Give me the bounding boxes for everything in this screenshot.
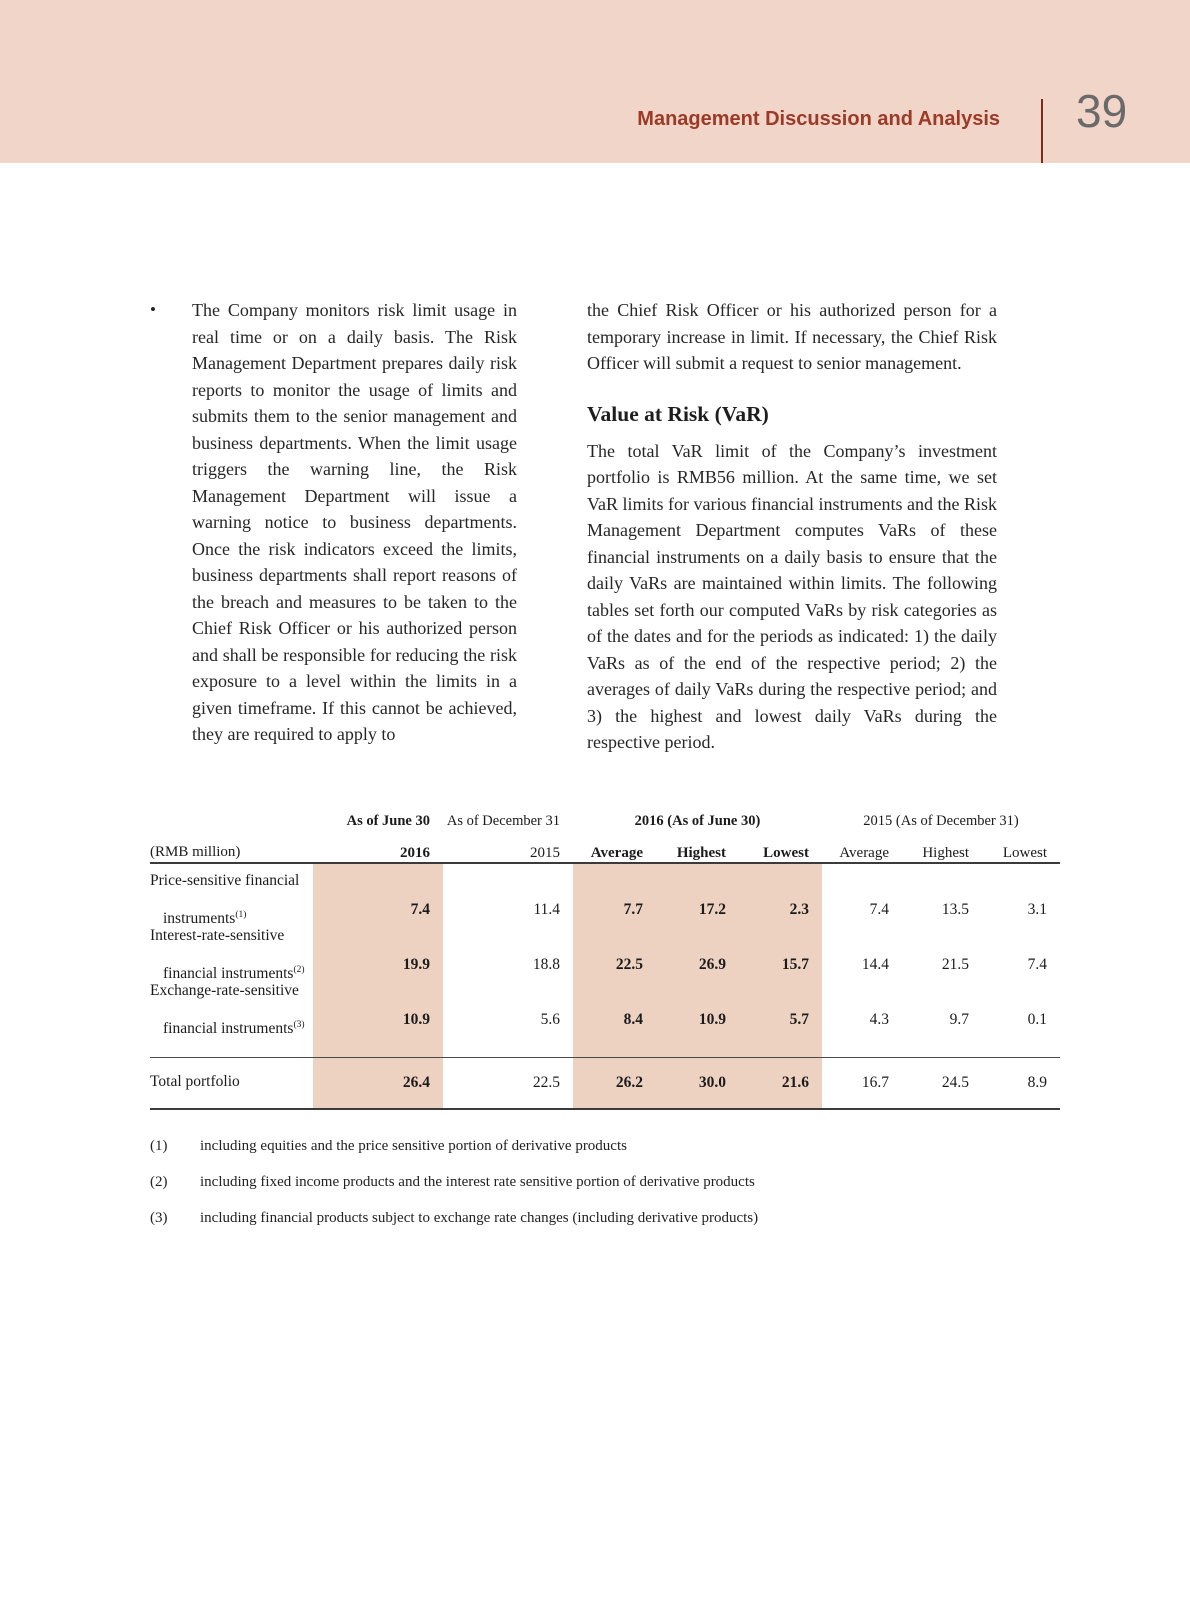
row-label: Interest-rate-sensitive financial instruments$^{(2)}$ xyxy=(150,926,305,982)
row-label: Total portfolio xyxy=(150,1073,240,1090)
left-column xyxy=(150,297,517,756)
var-table xyxy=(150,800,1060,1110)
header-group-2016: 2016 (As of June 30) xyxy=(634,812,761,829)
text-columns xyxy=(150,297,1060,756)
footnote-number: (2) xyxy=(150,1173,168,1190)
footnote xyxy=(150,1208,1060,1229)
header-average-2016: Average xyxy=(590,844,643,861)
cell-value: 7.4 xyxy=(313,864,443,919)
cell-value: 24.5 xyxy=(941,1073,969,1091)
header-lowest-2016: Lowest xyxy=(763,844,809,861)
header-as-of-june: As of June 30 xyxy=(346,812,430,829)
cell-value: 0.1 xyxy=(1027,1010,1047,1028)
cell-value: 14.4 xyxy=(861,955,889,973)
page-number: 39 xyxy=(1076,85,1128,137)
header-group-2015: 2015 (As of December 31) xyxy=(863,812,1019,829)
cell-value: 26.2 xyxy=(573,1058,656,1108)
header-divider xyxy=(1041,99,1043,163)
section-title: Management Discussion and Analysis xyxy=(637,108,1000,130)
var-paragraph: The total VaR limit of the Company’s investment portfolio is RMB56 million. At the same time, we set VaR limits for various financial instruments and the Risk Management Department computes VaRs of these financial instruments on a daily basis to ensure that the daily VaRs are maintained within limits. The following tables set forth our computed VaRs by risk categories as of the dates and for the periods as indicated: 1) the daily VaRs as of the end of the respective period; 2) the averages of daily VaRs during the respective period; and 3) the highest and lowest daily VaRs during the respective period. xyxy=(587,440,997,752)
table-row-price-sensitive xyxy=(150,864,1060,927)
cell-value: 16.7 xyxy=(861,1073,889,1091)
header-as-of-dec: As of December 31 xyxy=(446,812,560,829)
cell-value: 10.9 xyxy=(656,974,739,1029)
cell-value: 18.8 xyxy=(532,955,560,973)
table-row-total-portfolio xyxy=(150,1058,1060,1108)
cell-value: 9.7 xyxy=(949,1010,969,1028)
footnote-text: including equities and the price sensitive portion of derivative products xyxy=(200,1137,627,1154)
footnote-number: (1) xyxy=(150,1137,168,1154)
footnote xyxy=(150,1172,1060,1193)
header-2015: 2015 xyxy=(530,844,560,861)
cell-value: 22.5 xyxy=(573,919,656,974)
table-row-interest-rate-sensitive xyxy=(150,919,1060,982)
table-bottom-rule xyxy=(150,1108,1060,1110)
bullet-icon: • xyxy=(150,300,156,319)
table-row-exchange-rate-sensitive xyxy=(150,974,1060,1037)
header-banner xyxy=(0,0,1190,163)
cell-value: 3.1 xyxy=(1027,900,1047,918)
cell-value: 11.4 xyxy=(533,900,560,918)
header-empty-cell xyxy=(150,800,313,830)
table-header-row-2 xyxy=(150,830,1060,862)
cell-value: 21.6 xyxy=(739,1058,822,1108)
cell-value: 8.9 xyxy=(1027,1073,1047,1091)
cell-value: 19.9 xyxy=(313,919,443,974)
cell-value: 15.7 xyxy=(739,919,822,974)
var-heading: Value at Risk (VaR) xyxy=(587,401,769,426)
footnote-text: including financial products subject to exchange rate changes (including derivative products) xyxy=(200,1209,759,1226)
bullet-list-item xyxy=(150,297,517,748)
cell-value: 5.6 xyxy=(540,1010,560,1028)
footnote xyxy=(150,1136,1060,1157)
cell-value: 13.5 xyxy=(941,900,969,918)
header-highest-2016: Highest xyxy=(676,844,726,861)
header-lowest-2015: Lowest xyxy=(1002,844,1047,861)
cell-value: 8.4 xyxy=(573,974,656,1029)
cell-value: 7.4 xyxy=(869,900,889,918)
cell-value: 7.4 xyxy=(1027,955,1047,973)
cell-value: 10.9 xyxy=(313,974,443,1029)
unit-label: (RMB million) xyxy=(150,843,241,860)
header-highest-2015: Highest xyxy=(922,844,969,861)
footnotes xyxy=(150,1136,1060,1229)
footnote-ref-2: (2) xyxy=(293,964,305,975)
continued-paragraph: the Chief Risk Officer or his authorized person for a temporary increase in limit. If necessary, the Chief Risk Officer will submit a request to senior management. xyxy=(587,300,997,373)
cell-value: 2.3 xyxy=(739,864,822,919)
row-label: Exchange-rate-sensitive financial instruments$^{(3)}$ xyxy=(150,981,305,1037)
right-column xyxy=(587,297,997,756)
cell-value: 30.0 xyxy=(656,1058,739,1108)
footnote-ref-1: (1) xyxy=(235,909,247,920)
cell-value: 22.5 xyxy=(532,1073,560,1091)
cell-value: 17.2 xyxy=(656,864,739,919)
table-spacer-row xyxy=(150,1029,1060,1057)
footnote-number: (3) xyxy=(150,1209,168,1226)
cell-value: 21.5 xyxy=(941,955,969,973)
header-2016: 2016 xyxy=(400,844,430,861)
footnote-ref-3: (3) xyxy=(293,1019,305,1030)
cell-value: 5.7 xyxy=(739,974,822,1029)
cell-value: 7.7 xyxy=(573,864,656,919)
bullet-paragraph: The Company monitors risk limit usage in real time or on a daily basis. The Risk Management Department prepares daily risk reports to monitor the usage of limits and submits them to the senior management and business departments. When the limit usage triggers the warning line, the Risk Management Department will issue a warning notice to business departments. Once the risk indicators exceed the limits, business departments shall report reasons of the breach and measures to be taken to the Chief Risk Officer or his authorized person and shall be responsible for reducing the risk exposure to a level within the limits in a given timeframe. If this cannot be achieved, they are required to apply to xyxy=(192,300,517,744)
row-label: Price-sensitive financial instruments$^{(1)}$ xyxy=(150,871,300,927)
cell-value: 26.4 xyxy=(313,1058,443,1108)
header-average-2015: Average xyxy=(839,844,889,861)
table-header-row-1 xyxy=(150,800,1060,830)
footnote-text: including fixed income products and the interest rate sensitive portion of derivative products xyxy=(200,1173,755,1190)
cell-value: 26.9 xyxy=(656,919,739,974)
page-content xyxy=(0,297,1190,1229)
cell-value: 4.3 xyxy=(869,1010,889,1028)
